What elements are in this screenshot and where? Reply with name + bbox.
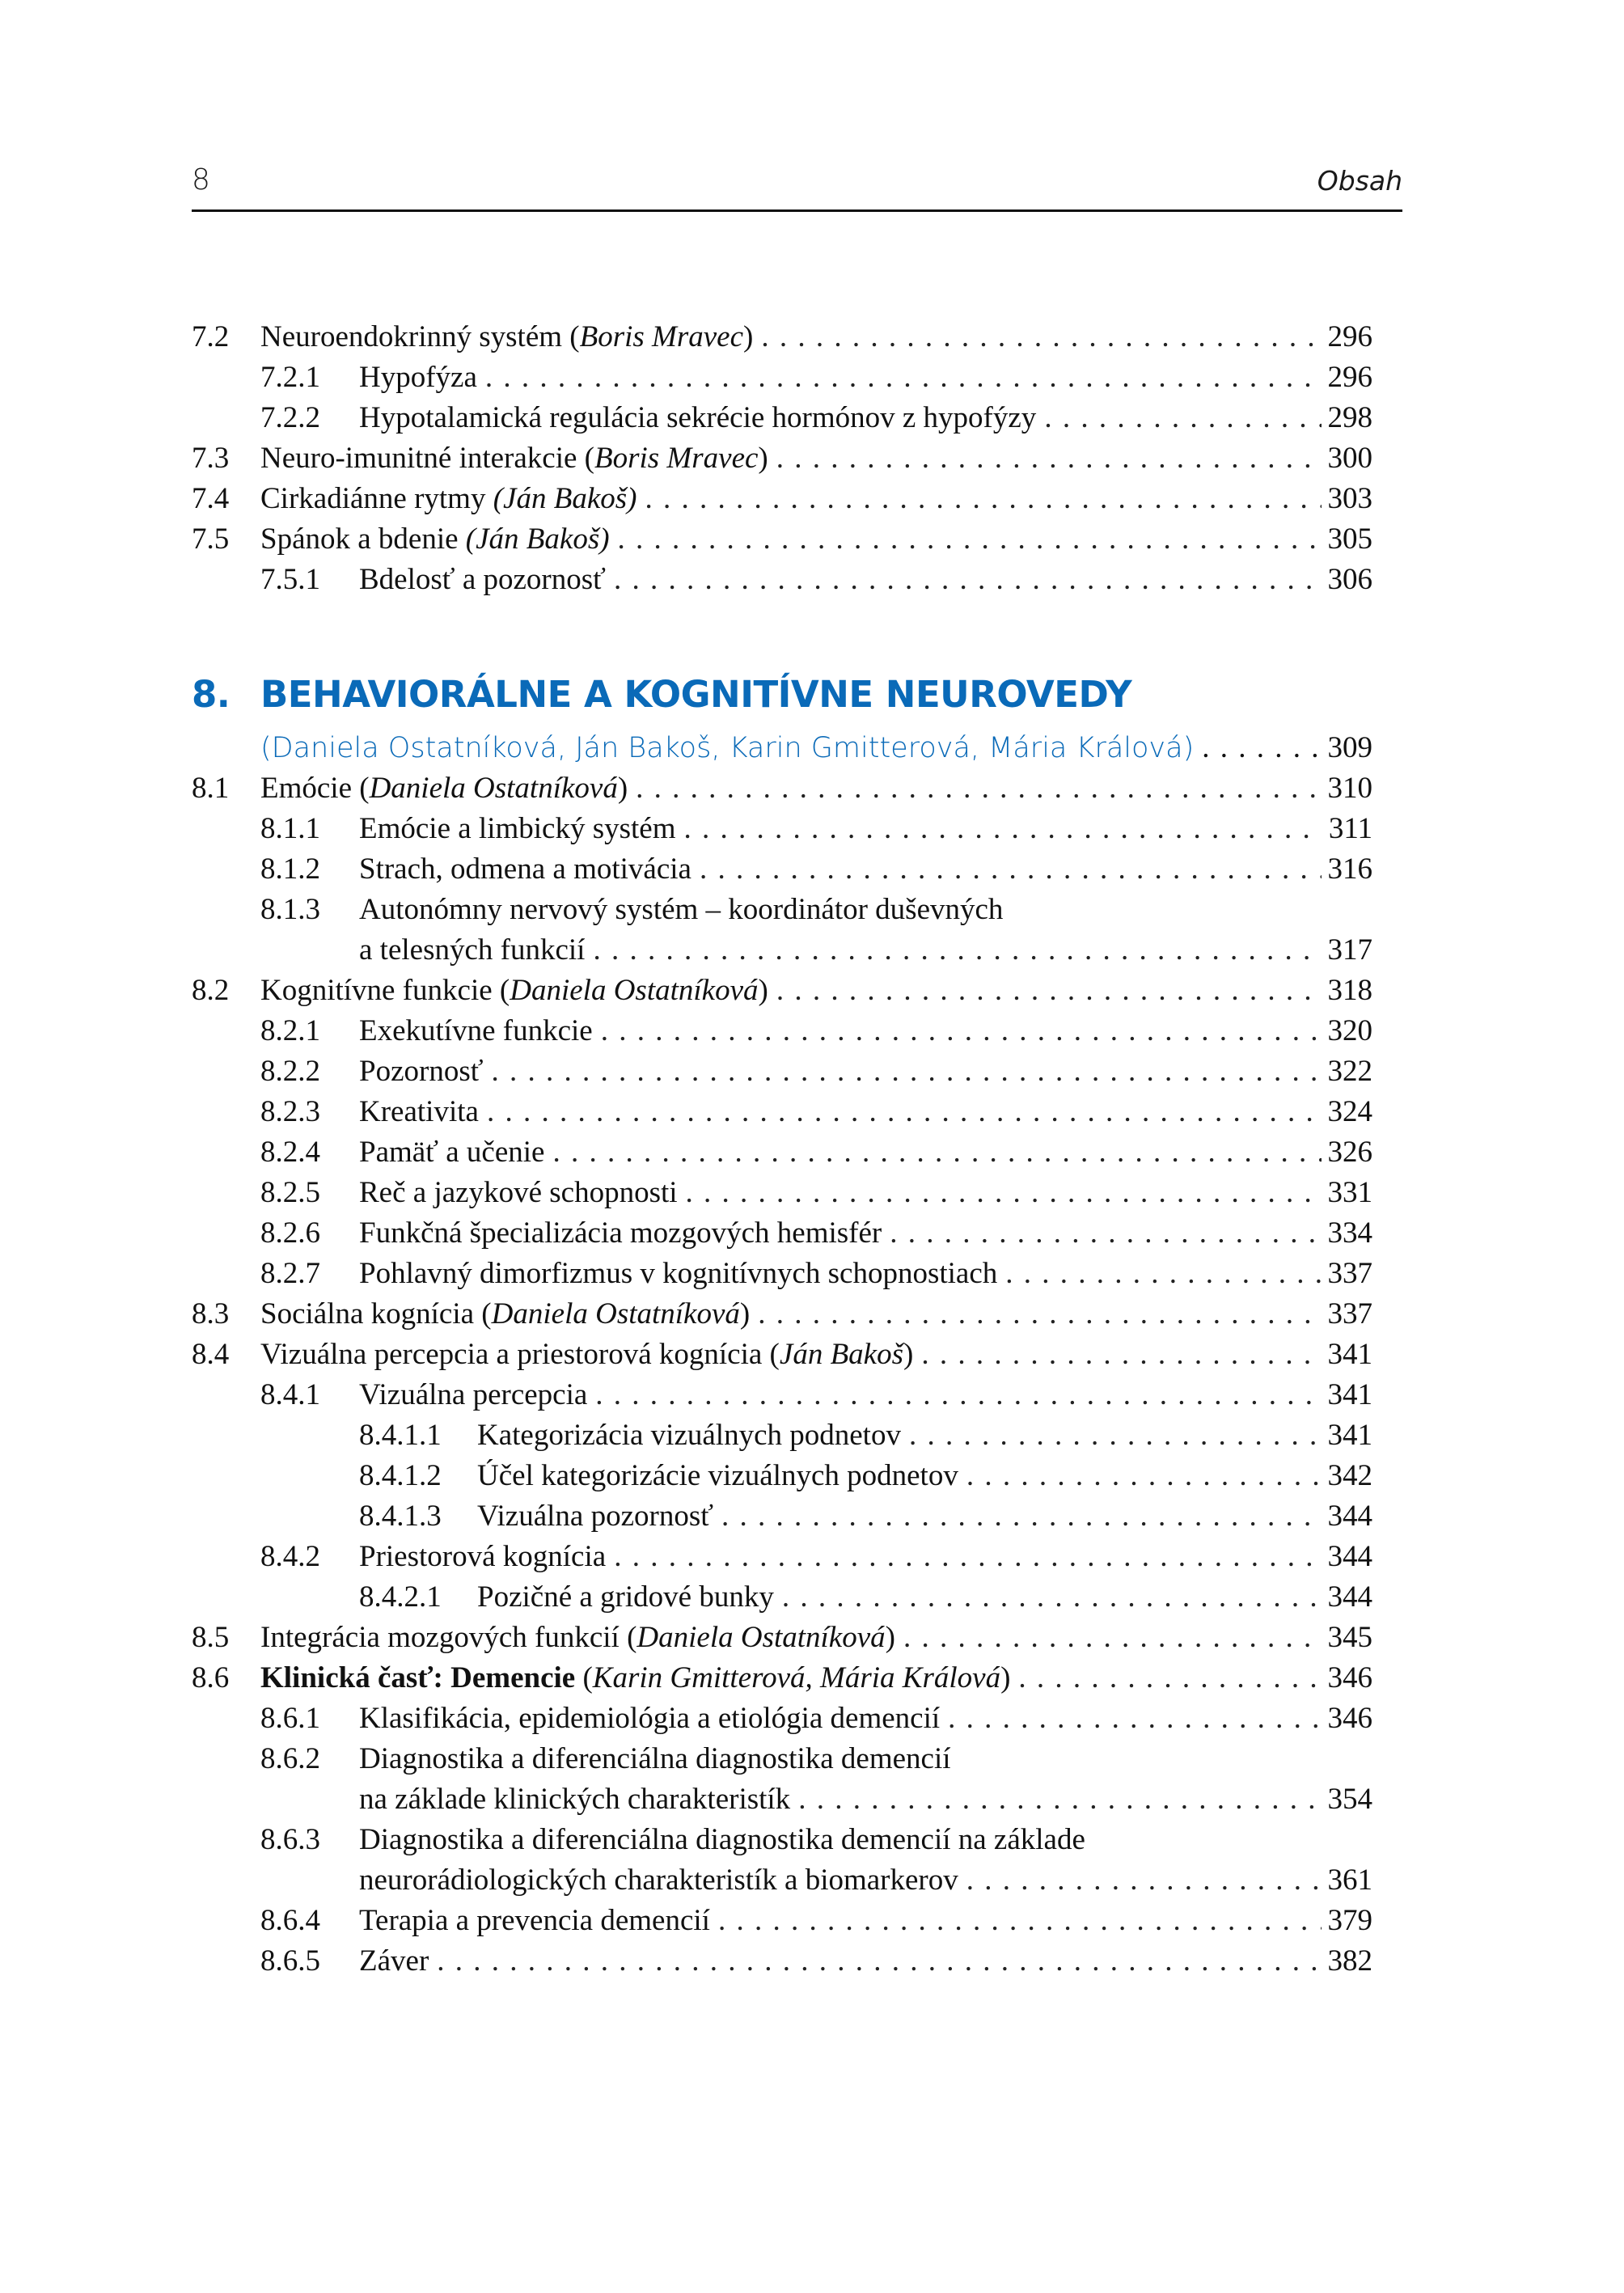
toc-entry-title: Autonómny nervový systém – koordinátor duševných bbox=[359, 893, 1004, 926]
toc-entry-author: Boris Mravec bbox=[594, 442, 759, 475]
dot-leader bbox=[492, 1051, 1322, 1092]
toc-entry-author: Boris Mravec bbox=[579, 320, 744, 353]
toc-entry-title: Emócie (Daniela Ostatníková) bbox=[260, 772, 628, 805]
toc-entry[interactable] bbox=[0, 519, 1624, 560]
toc-entry[interactable] bbox=[0, 1941, 1624, 1982]
toc-entry-page: 305 bbox=[1327, 522, 1372, 556]
dot-leader bbox=[966, 1456, 1322, 1496]
toc-entry[interactable] bbox=[0, 1294, 1624, 1335]
toc-entry[interactable] bbox=[0, 1456, 1624, 1496]
toc-entry-title: Cirkadiánne rytmy (Ján Bakoš) bbox=[260, 482, 637, 515]
dot-leader bbox=[966, 1860, 1322, 1901]
toc-entry-page: 316 bbox=[1327, 852, 1372, 886]
dot-leader bbox=[776, 971, 1322, 1011]
toc-entry-page: 341 bbox=[1327, 1378, 1372, 1411]
dot-leader bbox=[758, 1294, 1321, 1335]
toc-entry-title: Strach, odmena a motivácia bbox=[359, 852, 691, 886]
toc-entry-page: 311 bbox=[1328, 812, 1372, 845]
toc-entry-title: Kreativita bbox=[359, 1095, 479, 1128]
toc-entry-number: 7.3 bbox=[192, 442, 230, 475]
dot-leader bbox=[645, 479, 1321, 519]
toc-entry[interactable] bbox=[0, 560, 1624, 600]
toc-entry[interactable] bbox=[0, 849, 1624, 890]
toc-entry[interactable] bbox=[0, 1213, 1624, 1254]
toc-entry-title: Kognitívne funkcie (Daniela Ostatníková) bbox=[260, 974, 768, 1007]
dot-leader bbox=[776, 438, 1322, 479]
toc-entry-page: 346 bbox=[1327, 1661, 1372, 1694]
toc-entry-number: 8.4.1.3 bbox=[359, 1500, 442, 1533]
toc-entry[interactable] bbox=[0, 1375, 1624, 1415]
toc-entry-page: 341 bbox=[1327, 1338, 1372, 1371]
toc-entry-title: Účel kategorizácie vizuálnych podnetov bbox=[477, 1459, 958, 1492]
toc-entry[interactable] bbox=[0, 1739, 1624, 1779]
toc-entry-continuation[interactable] bbox=[0, 1779, 1624, 1820]
toc-entry-page: 344 bbox=[1327, 1580, 1372, 1614]
dot-leader bbox=[487, 1092, 1322, 1132]
toc-entry-number: 8.6.2 bbox=[260, 1742, 320, 1775]
toc-entry-page: 337 bbox=[1327, 1297, 1372, 1331]
toc-entry-author: Daniela Ostatníková bbox=[369, 772, 618, 805]
header-rule bbox=[192, 209, 1402, 212]
toc-entry-number: 7.5 bbox=[192, 522, 230, 556]
toc-entry-page: 345 bbox=[1327, 1621, 1372, 1654]
toc-entry-continuation[interactable] bbox=[0, 1860, 1624, 1901]
toc-entry[interactable] bbox=[0, 1335, 1624, 1375]
dot-leader bbox=[614, 560, 1322, 600]
dot-leader bbox=[618, 519, 1322, 560]
toc-entry-title: Funkčná špecializácia mozgových hemisfér bbox=[359, 1216, 882, 1250]
dot-leader bbox=[909, 1415, 1322, 1456]
toc-entry-title: Klasifikácia, epidemiológia a etiológia demencií bbox=[359, 1702, 941, 1735]
dot-leader bbox=[1044, 398, 1321, 438]
dot-leader bbox=[782, 1577, 1322, 1618]
dot-leader bbox=[601, 1011, 1322, 1051]
toc-entry[interactable] bbox=[0, 1415, 1624, 1456]
toc-entry-number: 7.2.2 bbox=[260, 401, 320, 434]
toc-entry[interactable] bbox=[0, 1577, 1624, 1618]
toc-entry-number: 7.2.1 bbox=[260, 361, 320, 394]
toc-entry[interactable] bbox=[0, 1011, 1624, 1051]
toc-entry-title: Pamäť a učenie bbox=[359, 1136, 545, 1169]
dot-leader bbox=[437, 1941, 1321, 1982]
running-head bbox=[192, 163, 1402, 212]
toc-entry-author: (Ján Bakoš) bbox=[493, 482, 637, 515]
toc-entry-title: Hypotalamická regulácia sekrécie hormónov z hypofýzy bbox=[359, 401, 1037, 434]
toc-entry-page: 334 bbox=[1327, 1216, 1372, 1250]
toc-entry-number: 8.4.1.2 bbox=[359, 1459, 442, 1492]
chapter-title: BEHAVIORÁLNE A KOGNITÍVNE NEUROVEDY bbox=[260, 673, 1132, 716]
toc-entry-page: 346 bbox=[1327, 1702, 1372, 1735]
toc-entry[interactable] bbox=[0, 398, 1624, 438]
toc-entry-author: Daniela Ostatníková bbox=[491, 1297, 740, 1331]
dot-leader bbox=[948, 1699, 1321, 1739]
toc-entry-page: 318 bbox=[1327, 974, 1372, 1007]
toc-entry[interactable] bbox=[0, 1901, 1624, 1941]
toc-entry-number: 8.4.1 bbox=[260, 1378, 320, 1411]
toc-entry-number: 8.6.5 bbox=[260, 1944, 320, 1978]
toc-entry-author: Daniela Ostatníková bbox=[636, 1621, 886, 1654]
toc-entry-author: Karin Gmitterová, Mária Králová bbox=[592, 1661, 1001, 1694]
toc-entry-number: 8.1.1 bbox=[260, 812, 320, 845]
dot-leader bbox=[552, 1132, 1321, 1173]
toc-entry[interactable] bbox=[0, 479, 1624, 519]
toc-entry-title: Pohlavný dimorfizmus v kognitívnych schopnostiach bbox=[359, 1257, 998, 1290]
toc-entry-page: 303 bbox=[1327, 482, 1372, 515]
toc-entry-number: 8.2.7 bbox=[260, 1257, 320, 1290]
toc-entry-page: 300 bbox=[1327, 442, 1372, 475]
toc-entry-page: 344 bbox=[1327, 1500, 1372, 1533]
toc-entry-number: 8.2.3 bbox=[260, 1095, 320, 1128]
toc-entry-title: Spánok a bdenie (Ján Bakoš) bbox=[260, 522, 610, 556]
toc-entry-page: 331 bbox=[1327, 1176, 1372, 1209]
toc-entry-page: 337 bbox=[1327, 1257, 1372, 1290]
running-head-title: Obsah bbox=[1317, 165, 1402, 197]
dot-leader bbox=[593, 930, 1321, 971]
toc-entry-number: 8.2.2 bbox=[260, 1055, 320, 1088]
toc-entry-page: 361 bbox=[1327, 1864, 1372, 1897]
toc-entry-page: 298 bbox=[1327, 401, 1372, 434]
toc-entry-page: 379 bbox=[1327, 1904, 1372, 1937]
toc-entry-number: 8.4 bbox=[192, 1338, 230, 1371]
toc-entry-page: 296 bbox=[1327, 361, 1372, 394]
toc-entry-number: 8.6.1 bbox=[260, 1702, 320, 1735]
toc-entry-number: 8.2.5 bbox=[260, 1176, 320, 1209]
toc-entry-title: Priestorová kognícia bbox=[359, 1540, 607, 1573]
toc-entry-page: 324 bbox=[1327, 1095, 1372, 1128]
toc-entry-number: 8.6.3 bbox=[260, 1823, 320, 1856]
toc-entry-number: 8.2.6 bbox=[260, 1216, 320, 1250]
chapter-number: 8. bbox=[192, 673, 230, 716]
toc-entry-title: Emócie a limbický systém bbox=[359, 812, 676, 845]
page-number: 8 bbox=[192, 163, 210, 197]
toc-entry[interactable] bbox=[0, 1132, 1624, 1173]
toc-entry-page: 341 bbox=[1327, 1419, 1372, 1452]
toc-entry[interactable] bbox=[0, 1537, 1624, 1577]
toc-entry-number: 8.2 bbox=[192, 974, 230, 1007]
dot-leader bbox=[686, 1173, 1322, 1213]
dot-leader bbox=[614, 1537, 1321, 1577]
toc-entry-title: Pozornosť bbox=[359, 1055, 484, 1088]
dot-leader bbox=[700, 849, 1322, 890]
toc-entry-title: Hypofýza bbox=[359, 361, 477, 394]
toc-entry-page: 342 bbox=[1327, 1459, 1372, 1492]
toc-entry[interactable] bbox=[0, 1254, 1624, 1294]
toc-entry[interactable] bbox=[0, 1618, 1624, 1658]
dot-leader bbox=[921, 1335, 1321, 1375]
toc-entry[interactable] bbox=[0, 1173, 1624, 1213]
toc-entry-page: 354 bbox=[1327, 1783, 1372, 1816]
dot-leader bbox=[595, 1375, 1321, 1415]
toc-entry-number: 7.4 bbox=[192, 482, 230, 515]
dot-leader bbox=[761, 317, 1321, 357]
toc-entry-title: Vizuálna percepcia bbox=[359, 1378, 588, 1411]
dot-leader bbox=[1005, 1254, 1321, 1294]
toc-entry-number: 8.1.2 bbox=[260, 852, 320, 886]
toc-entry-title: Vizuálna percepcia a priestorová kognícia (Ján Bakoš) bbox=[260, 1338, 914, 1371]
toc-entry[interactable] bbox=[0, 1658, 1624, 1699]
dot-leader bbox=[903, 1618, 1322, 1658]
toc-entry-page: 344 bbox=[1327, 1540, 1372, 1573]
toc-entry[interactable] bbox=[0, 1699, 1624, 1739]
toc-entry[interactable] bbox=[0, 438, 1624, 479]
toc-entry-page: 326 bbox=[1327, 1136, 1372, 1169]
toc-entry-number: 8.4.1.1 bbox=[359, 1419, 442, 1452]
toc-entry-page: 296 bbox=[1327, 320, 1372, 353]
dot-leader bbox=[718, 1901, 1322, 1941]
toc-entry[interactable] bbox=[0, 1051, 1624, 1092]
chapter-authors-entry[interactable] bbox=[0, 728, 1624, 768]
toc-entry-title: Bdelosť a pozornosť bbox=[359, 563, 606, 596]
toc-entry-title: Terapia a prevencia demencií bbox=[359, 1904, 710, 1937]
toc-entry-title: Vizuálna pozornosť bbox=[477, 1500, 714, 1533]
toc-entry-author: (Ján Bakoš) bbox=[465, 522, 610, 556]
toc-entry-page: 309 bbox=[1327, 731, 1372, 764]
toc-entry-page: 317 bbox=[1327, 933, 1372, 967]
toc-entry-number: 7.5.1 bbox=[260, 563, 320, 596]
toc-entry-number: 8.3 bbox=[192, 1297, 230, 1331]
toc-entry[interactable] bbox=[0, 1496, 1624, 1537]
toc-entry-title: Reč a jazykové schopnosti bbox=[359, 1176, 678, 1209]
toc-entry-author: Ján Bakoš bbox=[779, 1338, 903, 1371]
dot-leader bbox=[1202, 728, 1321, 768]
toc-entry-number: 8.4.2 bbox=[260, 1540, 320, 1573]
toc-entry[interactable] bbox=[0, 890, 1624, 930]
toc-entry-continuation[interactable] bbox=[0, 930, 1624, 971]
toc-entry-page: 382 bbox=[1327, 1944, 1372, 1978]
toc-entry-number: 8.2.4 bbox=[260, 1136, 320, 1169]
toc-entry-number: 8.6 bbox=[192, 1661, 230, 1694]
dot-leader bbox=[485, 357, 1322, 398]
chapter-authors: (Daniela Ostatníková, Ján Bakoš, Karin Gmitterová, Mária Králová) bbox=[260, 732, 1195, 764]
toc-entry-number: 8.2.1 bbox=[260, 1014, 320, 1047]
toc-entry[interactable] bbox=[0, 809, 1624, 849]
toc-entry[interactable] bbox=[0, 1092, 1624, 1132]
toc-entry[interactable] bbox=[0, 768, 1624, 809]
toc-entry-title: Diagnostika a diferenciálna diagnostika demencií bbox=[359, 1742, 951, 1775]
toc-entry-page: 320 bbox=[1327, 1014, 1372, 1047]
toc-entry-title-continuation: neurorádiologických charakteristík a biomarkerov bbox=[359, 1864, 958, 1897]
toc-entry-number: 8.1.3 bbox=[260, 893, 320, 926]
toc-entry[interactable] bbox=[0, 1820, 1624, 1860]
toc-entry-title-continuation: na základe klinických charakteristík bbox=[359, 1783, 791, 1816]
dot-leader bbox=[684, 809, 1322, 849]
toc-entry-page: 322 bbox=[1327, 1055, 1372, 1088]
toc-entry-number: 8.1 bbox=[192, 772, 230, 805]
dot-leader bbox=[1018, 1658, 1321, 1699]
toc-entry-number: 8.5 bbox=[192, 1621, 230, 1654]
dot-leader bbox=[890, 1213, 1321, 1254]
toc-entry-title-continuation: a telesných funkcií bbox=[359, 933, 586, 967]
toc-entry-title: Kategorizácia vizuálnych podnetov bbox=[477, 1419, 901, 1452]
toc-entry-page: 310 bbox=[1327, 772, 1372, 805]
toc-entry-title: Integrácia mozgových funkcií (Daniela Ostatníková) bbox=[260, 1621, 895, 1654]
toc-entry-author: Daniela Ostatníková bbox=[510, 974, 759, 1007]
toc-entry-title: Záver bbox=[359, 1944, 429, 1978]
toc-entry[interactable] bbox=[0, 357, 1624, 398]
dot-leader bbox=[721, 1496, 1321, 1537]
toc-entry-title: Klinická časť: Demencie (Karin Gmitterová, Mária Králová) bbox=[260, 1661, 1011, 1694]
toc-entry-title: Diagnostika a diferenciálna diagnostika demencií na základe bbox=[359, 1823, 1085, 1856]
dot-leader bbox=[636, 768, 1321, 809]
toc-entry-title: Sociálna kognícia (Daniela Ostatníková) bbox=[260, 1297, 751, 1331]
toc-entry-title: Pozičné a gridové bunky bbox=[477, 1580, 774, 1614]
toc-entry-title: Neuroendokrinný systém (Boris Mravec) bbox=[260, 320, 754, 353]
toc-entry-number: 8.4.2.1 bbox=[359, 1580, 442, 1614]
toc-entry[interactable] bbox=[0, 971, 1624, 1011]
toc-entry-title: Exekutívne funkcie bbox=[359, 1014, 593, 1047]
toc-entry[interactable] bbox=[0, 317, 1624, 357]
dot-leader bbox=[798, 1779, 1321, 1820]
toc-entry-title: Neuro-imunitné interakcie (Boris Mravec) bbox=[260, 442, 768, 475]
toc-entry-number: 8.6.4 bbox=[260, 1904, 320, 1937]
toc-entry-number: 7.2 bbox=[192, 320, 230, 353]
toc-entry-page: 306 bbox=[1327, 563, 1372, 596]
